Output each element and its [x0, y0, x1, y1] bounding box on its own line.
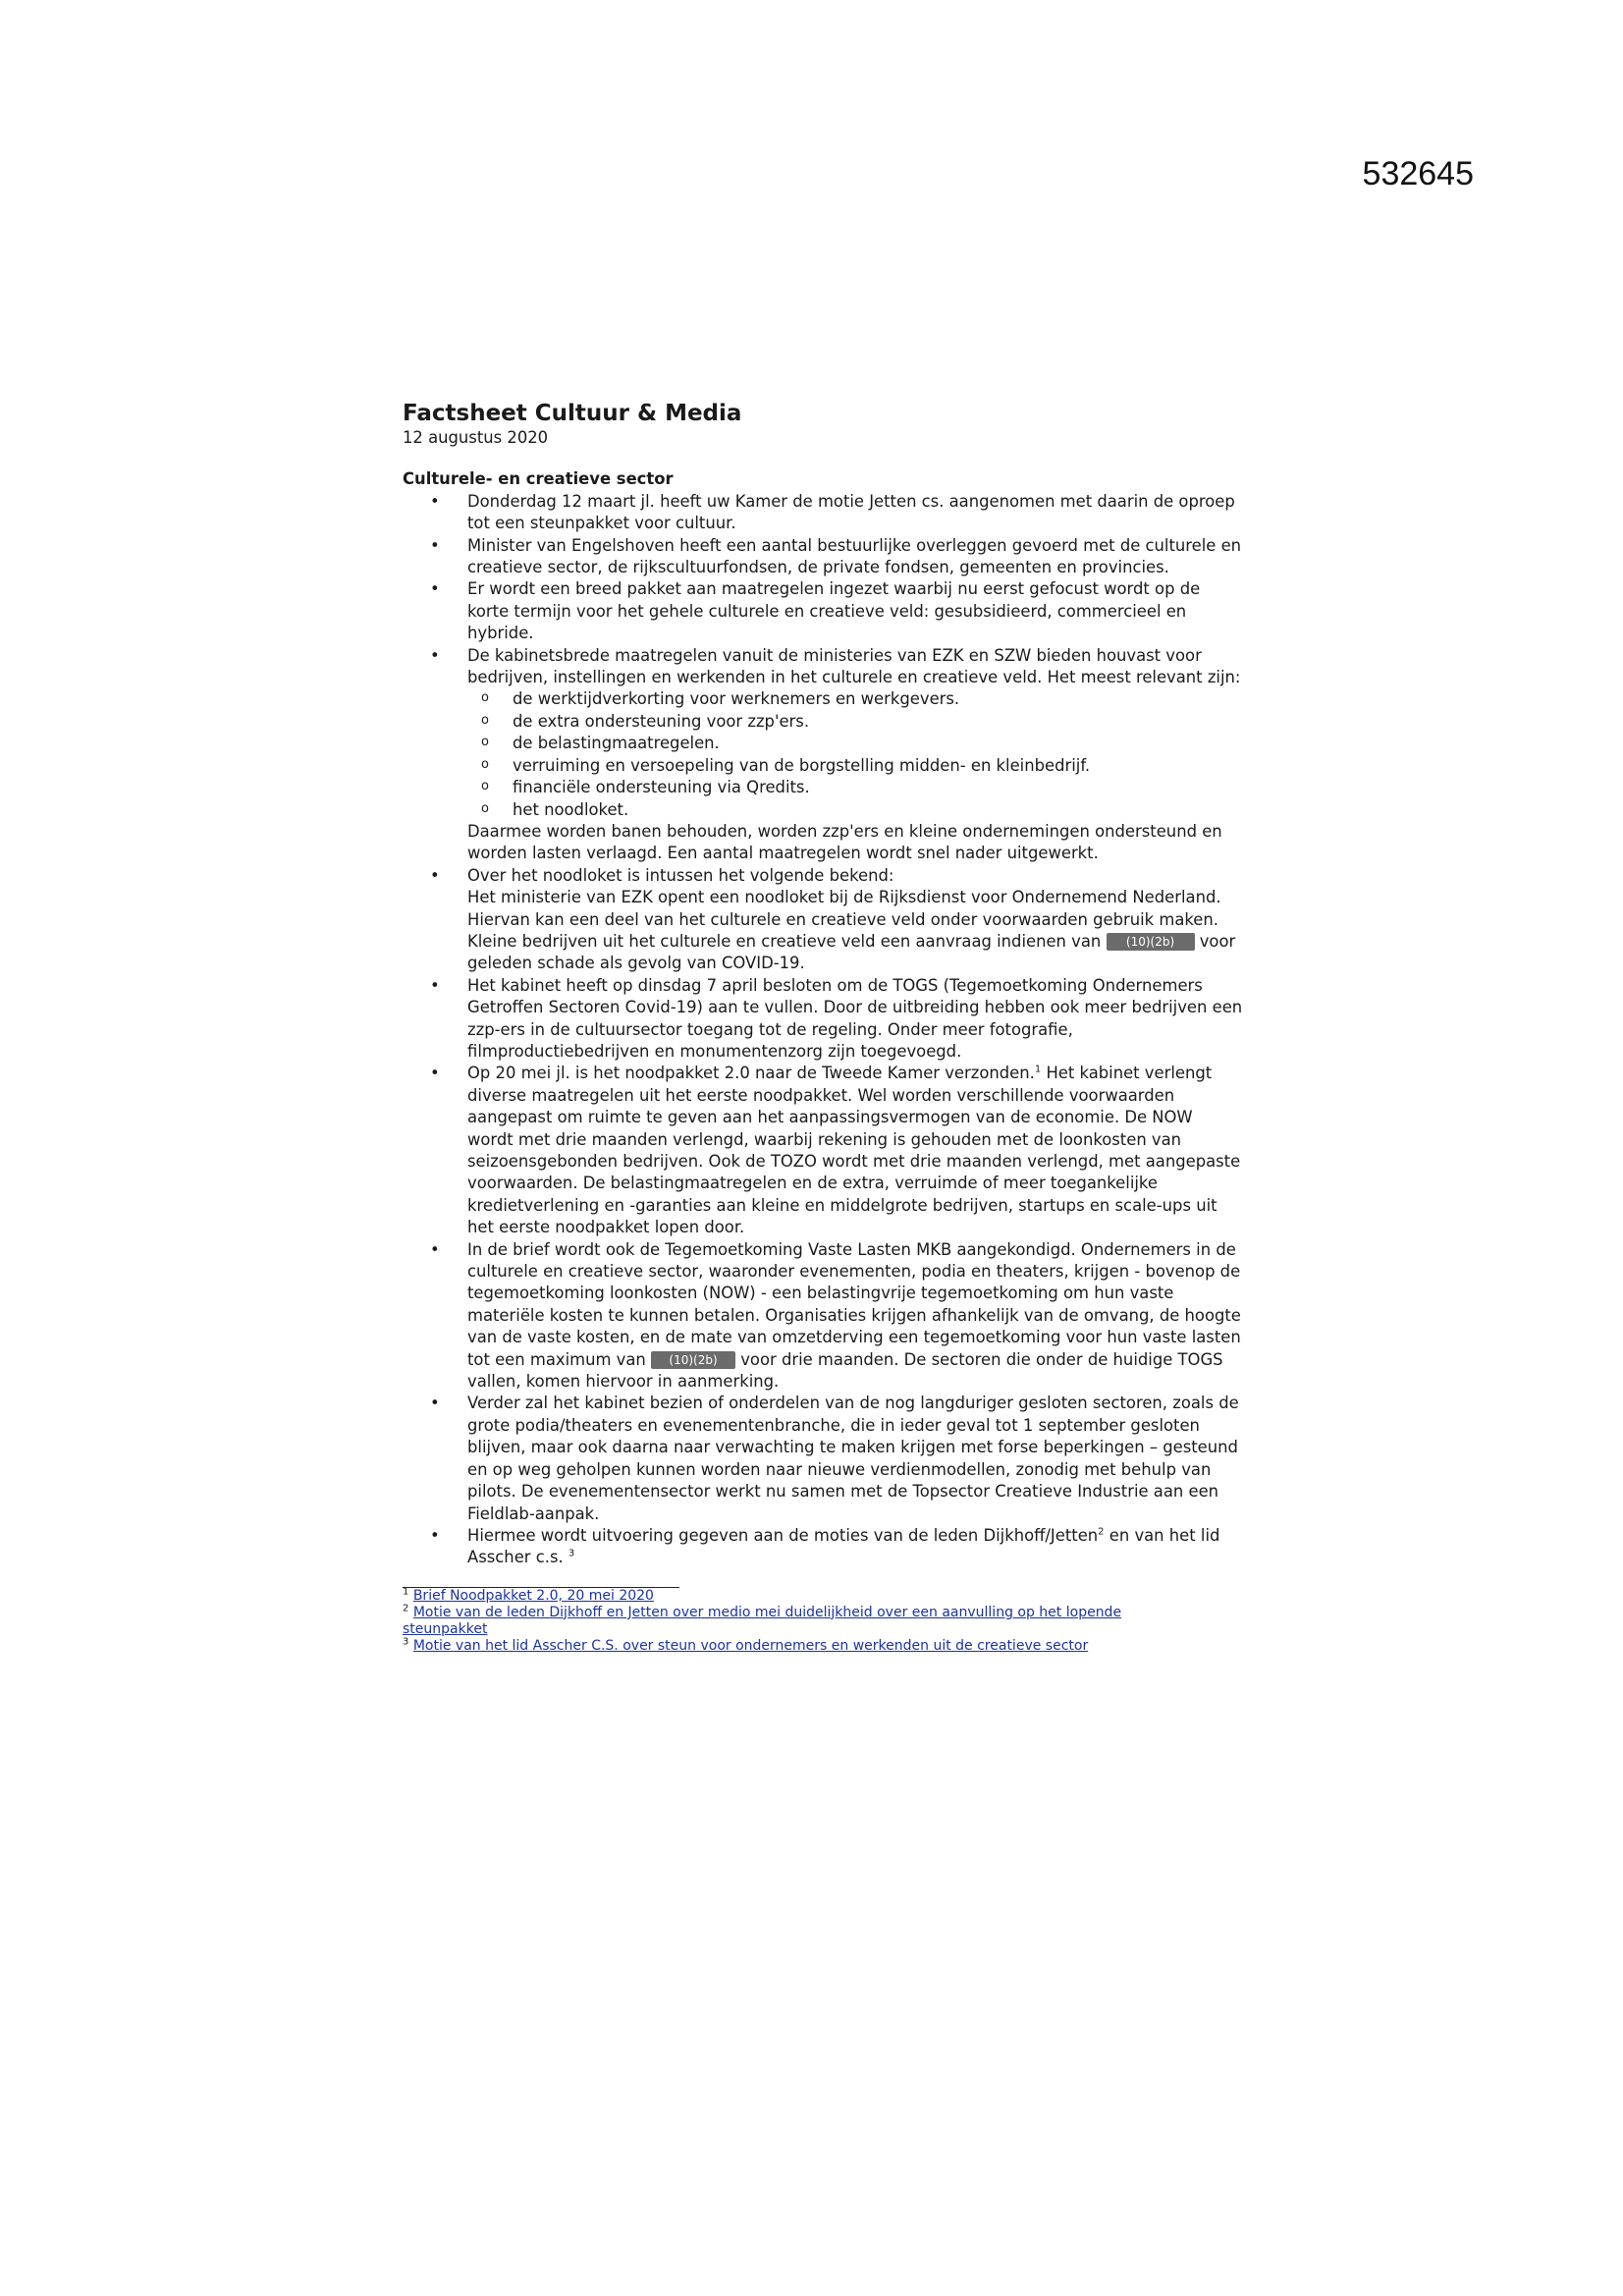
list-item [403, 1239, 1243, 1394]
list-item-text: Donderdag 12 maart jl. heeft uw Kamer de motie Jetten cs. aangenomen met daarin de oproep tot een steunpakket voor cultuur. [467, 491, 1235, 533]
list-item-text: Het kabinet heeft op dinsdag 7 april besloten om de TOGS (Tegemoetkoming Ondernemers Getroffen Sectoren Covid-19) aan te vullen. Door de uitbreiding hebben ook meer bedrijven een zzp-ers in de cultuursector toegang tot de regeling. Onder meer fotografie, filmproductiebedrijven en monumentenzorg zijn toegevoegd. [467, 975, 1243, 1061]
sub-list-item: o verruiming en versoepeling van de borgstelling midden- en kleinbedrijf. [513, 755, 1243, 777]
footnote-ref: 3 [568, 1548, 575, 1559]
redaction-box: (10)(2b) [1107, 933, 1195, 951]
list-item-text: Verder zal het kabinet bezien of onderdelen van de nog langduriger gesloten sectoren, zoals de grote podia/theaters en evenementenbranche, die in ieder geval tot 1 september gesloten blijven, maar ook daarna naar verwachting te maken krijgen met forse beperkingen – gesteund en op weg geholpen kunnen worden naar nieuwe verdienmodellen, zonodig met behulp van pilots. De evenementensector werkt nu samen met de Topsector Creatieve Industrie aan een Fieldlab-aanpak. [467, 1394, 1239, 1523]
sub-list-item: o financiële ondersteuning via Qredits. [513, 777, 1243, 798]
list-item [403, 535, 1243, 579]
list-item [403, 865, 1243, 975]
sub-list-item: o de extra ondersteuning voor zzp'ers. [513, 711, 1243, 733]
list-item-text: Het ministerie van EZK opent een noodloket bij de Rijksdienst voor Ondernemend Nederland. Hiervan kan een deel van het culturele en creatieve veld onder voorwaarden gebruik maken. Kleine bedrijven uit het culturele en creatieve veld een aanvraag indienen van [467, 888, 1221, 951]
list-item [403, 1063, 1243, 1238]
bullet-list [403, 491, 1243, 1569]
list-item-text: Minister van Engelshoven heeft een aantal bestuurlijke overleggen gevoerd met de culturele en creatieve sector, de rijkscultuurfondsen, de private fondsen, gemeenten en provincies. [467, 535, 1242, 577]
list-item-text: In de brief wordt ook de Tegemoetkoming Vaste Lasten MKB aangekondigd. Ondernemers in de culturele en creatieve sector, waaronder evenementen, podia en theaters, krijgen - bovenop de tegemoetkoming loonkosten (NOW) - een belastingvrije tegemoetkoming om hun vaste materiële kosten te kunnen betalen. Organisaties krijgen afhankelijk van de omvang, de hoogte van de vaste kosten, en de mate van omzetderving een tegemoetkoming voor hun vaste lasten tot een maximum van [467, 1239, 1241, 1369]
list-item [403, 1525, 1243, 1569]
footnote [403, 1638, 1188, 1655]
footnote [403, 1588, 1188, 1605]
footnote-ref: 1 [1034, 1064, 1042, 1075]
footnote-link[interactable]: Motie van het lid Asscher C.S. over steun voor ondernemers en werkenden uit de creatieve sector [412, 1637, 1089, 1654]
list-item-text: Er wordt een breed pakket aan maatregelen ingezet waarbij nu eerst gefocust wordt op de korte termijn voor het gehele culturele en creatieve veld: gesubsidieerd, commercieel en hybride. [467, 579, 1201, 643]
list-item-text: Over het noodloket is intussen het volgende bekend: [467, 865, 894, 885]
list-item-text: voor drie maanden. De sectoren die onder de huidige TOGS vallen, komen hiervoor in aanmerking. [467, 1349, 1223, 1392]
list-item-followup: Daarmee worden banen behouden, worden zzp'ers en kleine ondernemingen ondersteund en worden lasten verlaagd. Een aantal maatregelen wordt snel nader uitgewerkt. [467, 821, 1222, 863]
list-item [403, 645, 1243, 865]
list-item-text: De kabinetsbrede maatregelen vanuit de ministeries van EZK en SZW bieden houvast voor bedrijven, instellingen en werkenden in het culturele en creatieve veld. Het meest relevant zijn: [467, 645, 1241, 687]
list-item [403, 975, 1243, 1064]
list-item [403, 491, 1243, 535]
footnote-number: 1 [403, 1586, 409, 1598]
redaction-box: (10)(2b) [651, 1351, 735, 1369]
factsheet-content [403, 400, 1243, 1655]
list-item-text: voor geleden schade als gevolg van COVID-19. [467, 931, 1236, 973]
list-item-text: Hiermee wordt uitvoering gegeven aan de moties van de leden Dijkhoff/Jetten [467, 1525, 1099, 1545]
list-item-text: Het kabinet verlengt diverse maatregelen uit het eerste noodpakket. Wel worden verschillende voorwaarden aangepast om ruimte te geven aan het aanpassingsvermogen van de economie. De NOW wordt met drie maanden verlengd, waarbij rekening is gehouden met de loonkosten van seizoensgebonden bedrijven. Ook de TOZO wordt met drie maanden verlengd, met aangepaste voorwaarden. De belastingmaatregelen en de extra, verruimde of meer toegankelijke kredietverlening en -garanties aan kleine en middelgrote bedrijven, startups en scale-ups uit het eerste noodpakket lopen door. [467, 1064, 1241, 1237]
footnote-ref: 2 [1098, 1526, 1105, 1538]
document-id-number: 532645 [1362, 155, 1474, 192]
sub-list-item: o de belastingmaatregelen. [513, 733, 1243, 754]
list-item-text: Op 20 mei jl. is het noodpakket 2.0 naar de Tweede Kamer verzonden. [467, 1064, 1035, 1083]
footnote-number: 2 [403, 1603, 409, 1614]
list-item [403, 1393, 1243, 1524]
footnote-link[interactable]: Motie van de leden Dijkhoff en Jetten over medio mei duidelijkheid over een aanvulling op het lopende steunpakket [403, 1604, 1122, 1637]
list-item-text: en van het lid Asscher c.s. [467, 1525, 1220, 1567]
section-heading: Culturele- en creatieve sector [403, 469, 674, 489]
sub-list-item: o de werktijdverkorting voor werknemers en werkgevers. [513, 688, 1243, 710]
list-item [403, 578, 1243, 644]
footnote-link[interactable]: Brief Noodpakket 2.0, 20 mei 2020 [412, 1587, 654, 1604]
page-title: Factsheet Cultuur & Media [403, 401, 742, 426]
sub-list [467, 688, 1243, 820]
document-date: 12 augustus 2020 [403, 428, 549, 447]
footnote [403, 1605, 1188, 1638]
sub-list-item: o het noodloket. [513, 799, 1243, 821]
footnote-number: 3 [403, 1636, 409, 1648]
